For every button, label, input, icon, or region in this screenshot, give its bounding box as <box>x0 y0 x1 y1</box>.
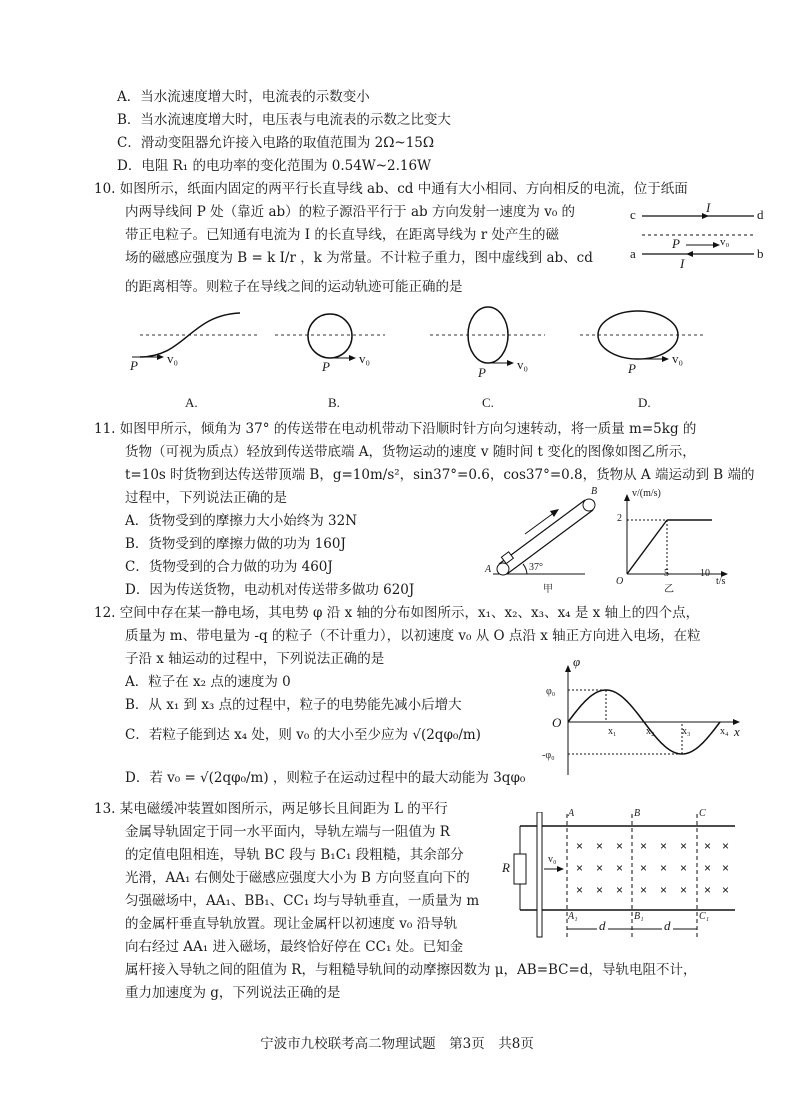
point-p-label: P <box>130 358 138 373</box>
question-text: 13. 某电磁缓冲装置如图所示，两足够长且间距为 L 的平行 <box>94 801 448 817</box>
velocity-label: v₀ <box>720 236 730 248</box>
question-text: 金属导轨固定于同一水平面内，导轨左端与一阻值为 R <box>125 824 450 840</box>
svg-text:×: × <box>616 839 624 853</box>
distance-label: d <box>664 918 671 933</box>
option-c-label: C. <box>482 395 494 410</box>
question-text: 重力加速度为 g，下列说法正确的是 <box>125 985 341 1001</box>
question-text: 质量为 m、带电量为 -q 的粒子（不计重力），以初速度 v₀ 从 O 点沿 x 轴正方向进入电场，在粒 <box>125 628 701 644</box>
svg-text:×: × <box>722 883 730 897</box>
question-text: 12. 空间中存在某一静电场，其电势 φ 沿 x 轴的分布如图所示，x₁、x₂、x₃、x₄ 是 x 轴上的四个点， <box>94 605 700 621</box>
svg-text:×: × <box>596 861 604 875</box>
rail-diagram <box>500 808 740 952</box>
wire-diagram <box>624 200 774 271</box>
x-tick-label: x₂ <box>646 726 655 737</box>
question-text: 11. 如图甲所示，倾角为 37° 的传送带在电动机带动下沿顺时针方向匀速转动，将一质量 m=5kg 的 <box>94 421 697 437</box>
wire-label: b <box>757 246 764 261</box>
trajectory-options <box>130 305 720 410</box>
point-c-label: C <box>699 808 706 819</box>
svg-text:×: × <box>660 861 668 875</box>
velocity-label: v₀ <box>672 351 684 366</box>
question-text: t=10s 时货物到达传送带顶端 B，g=10m/s²，sin37°=0.6，cos37°=0.8，货物从 A 端运动到 B 端的 <box>125 467 755 483</box>
conveyor-diagram <box>485 486 610 595</box>
question-text: 的金属杆垂直导轨放置。现让金属杆以初速度 v₀ 沿导轨 <box>125 916 458 932</box>
point-p-label: P <box>322 359 330 374</box>
svg-text:×: × <box>576 839 584 853</box>
question-text: 属杆接入导轨之间的阻值为 R，与粗糙导轨间的动摩擦因数为 μ，AB=BC=d，导轨电阻不计， <box>125 962 697 978</box>
point-a-label: A <box>568 808 575 819</box>
option-b-label: B. <box>328 395 340 410</box>
tick-label: 2 <box>617 513 622 524</box>
svg-text:×: × <box>704 883 712 897</box>
option-text: C．若粒子能到达 x₄ 处，则 v₀ 的大小至少应为 √(2qφ₀/m) <box>125 727 481 743</box>
question-text: 向右经过 AA₁ 进入磁场，最终恰好停在 CC₁ 处。已知金 <box>125 939 464 955</box>
origin-label: O <box>616 576 624 587</box>
option-text: A．粒子在 x₂ 点的速度为 0 <box>125 674 291 690</box>
point-a1-label: A₁ <box>568 911 578 922</box>
question-text: 光滑，AA₁ 右侧处于磁感应强度大小为 B 方向竖直向下的 <box>125 870 470 886</box>
figure-yi-label: 乙 <box>664 584 674 595</box>
velocity-label: v₀ <box>548 854 557 865</box>
y-tick-label: -φ₀ <box>542 750 555 761</box>
y-tick-label: φ₀ <box>546 686 556 697</box>
x-tick-label: x₃ <box>682 726 691 737</box>
svg-text:×: × <box>640 861 648 875</box>
wire-label: c <box>630 207 636 222</box>
svg-text:×: × <box>722 839 730 853</box>
point-a-label: A <box>485 564 492 575</box>
x-axis-label: t/s <box>716 576 726 587</box>
svg-text:×: × <box>680 861 688 875</box>
option-text: B．从 x₁ 到 x₃ 点的过程中，粒子的电势能先减小后增大 <box>125 697 462 713</box>
option-text: C．滑动变阻器允许接入电路的取值范围为 2Ω~15Ω <box>117 135 435 151</box>
question-text: 10. 如图所示，纸面内固定的两平行长直导线 ab、cd 中通有大小相同、方向相反的电流，位于纸面 <box>94 181 688 197</box>
question-text: 的定值电阻相连，导轨 BC 段与 B₁C₁ 段粗糙，其余部分 <box>125 847 464 863</box>
point-b-label: B <box>634 808 641 819</box>
current-label: I <box>706 200 711 215</box>
tick-label: 5 <box>664 568 669 579</box>
velocity-label: v₀ <box>167 351 179 366</box>
page-footer: 宁波市九校联考高二物理试题 第3页 共8页 <box>260 1036 534 1052</box>
y-axis-label: φ <box>573 654 581 669</box>
point-p-label: P <box>628 361 636 376</box>
svg-text:×: × <box>596 883 604 897</box>
point-b1-label: B₁ <box>634 911 644 922</box>
potential-chart <box>540 654 745 780</box>
option-text: B．货物受到的摩擦力做的功为 160J <box>125 536 346 552</box>
svg-text:×: × <box>616 883 624 897</box>
wire-label: a <box>630 246 636 261</box>
x-tick-label: x₄ <box>720 726 729 737</box>
svg-text:×: × <box>640 883 648 897</box>
wire-label: d <box>757 207 764 222</box>
point-p-label: P <box>478 365 486 380</box>
question-text: 带正电粒子。已知通有电流为 I 的长直导线，在距离导线为 r 处产生的磁 <box>125 227 559 243</box>
option-text: D．若 v₀ = √(2qφ₀/m) ，则粒子在运动过程中的最大动能为 3qφ₀ <box>125 770 526 786</box>
svg-text:×: × <box>660 883 668 897</box>
question-text: 场的磁感应强度为 B = k I/r ，k 为常量。不计粒子重力，图中虚线到 ab、cd <box>125 250 593 266</box>
svg-text:×: × <box>660 839 668 853</box>
angle-label: 37° <box>529 562 543 573</box>
figure-jia-label: 甲 <box>543 584 553 595</box>
svg-text:×: × <box>640 839 648 853</box>
y-axis-label: v/(m/s) <box>632 488 661 499</box>
svg-text:×: × <box>680 839 688 853</box>
question-text: 子沿 x 轴运动的过程中，下列说法正确的是 <box>125 651 385 667</box>
tick-label: 10 <box>700 568 710 579</box>
velocity-label: v₀ <box>517 357 529 372</box>
option-text: A．货物受到的摩擦力大小始终为 32N <box>125 513 358 529</box>
question-text: 匀强磁场中，AA₁、BB₁、CC₁ 均与导轨垂直，一质量为 m <box>125 893 480 909</box>
x-axis-label: x <box>734 724 740 739</box>
option-text: B．当水流速度增大时，电压表与电流表的示数之比变大 <box>117 112 451 128</box>
resistor-label: R <box>502 860 510 875</box>
question-text: 内两导线间 P 处（靠近 ab）的粒子源沿平行于 ab 方向发射一速度为 v₀ 的 <box>125 204 576 220</box>
current-label: I <box>680 256 685 271</box>
option-d-label: D. <box>638 395 651 410</box>
svg-text:×: × <box>596 839 604 853</box>
question-text: 货物（可视为质点）轻放到传送带底端 A，货物运动的速度 v 随时间 t 变化的图像如图乙所示， <box>125 444 696 460</box>
point-p-label: P <box>672 236 680 251</box>
svg-text:×: × <box>576 883 584 897</box>
svg-text:×: × <box>704 839 712 853</box>
x-tick-label: x₁ <box>608 726 617 737</box>
svg-text:×: × <box>704 861 712 875</box>
velocity-label: v₀ <box>359 351 371 366</box>
svg-text:×: × <box>722 861 730 875</box>
svg-text:×: × <box>576 861 584 875</box>
point-b-label: B <box>591 486 598 497</box>
svg-text:×: × <box>680 883 688 897</box>
svg-text:×: × <box>616 861 624 875</box>
vt-graph <box>612 488 732 595</box>
question-text: 过程中，下列说法正确的是 <box>125 490 287 506</box>
option-a-label: A. <box>185 395 198 410</box>
option-text: A．当水流速度增大时，电流表的示数变小 <box>117 89 370 105</box>
option-text: D．电阻 R₁ 的电功率的变化范围为 0.54W~2.16W <box>117 158 431 174</box>
option-text: C．货物受到的合力做的功为 460J <box>125 559 333 575</box>
question-text: 的距离相等。则粒子在导线之间的运动轨迹可能正确的是 <box>125 279 463 295</box>
distance-label: d <box>599 918 606 933</box>
point-c1-label: C₁ <box>699 911 710 922</box>
origin-label: O <box>552 715 562 730</box>
option-text: D．因为传送货物，电动机对传送带多做功 620J <box>125 582 415 598</box>
